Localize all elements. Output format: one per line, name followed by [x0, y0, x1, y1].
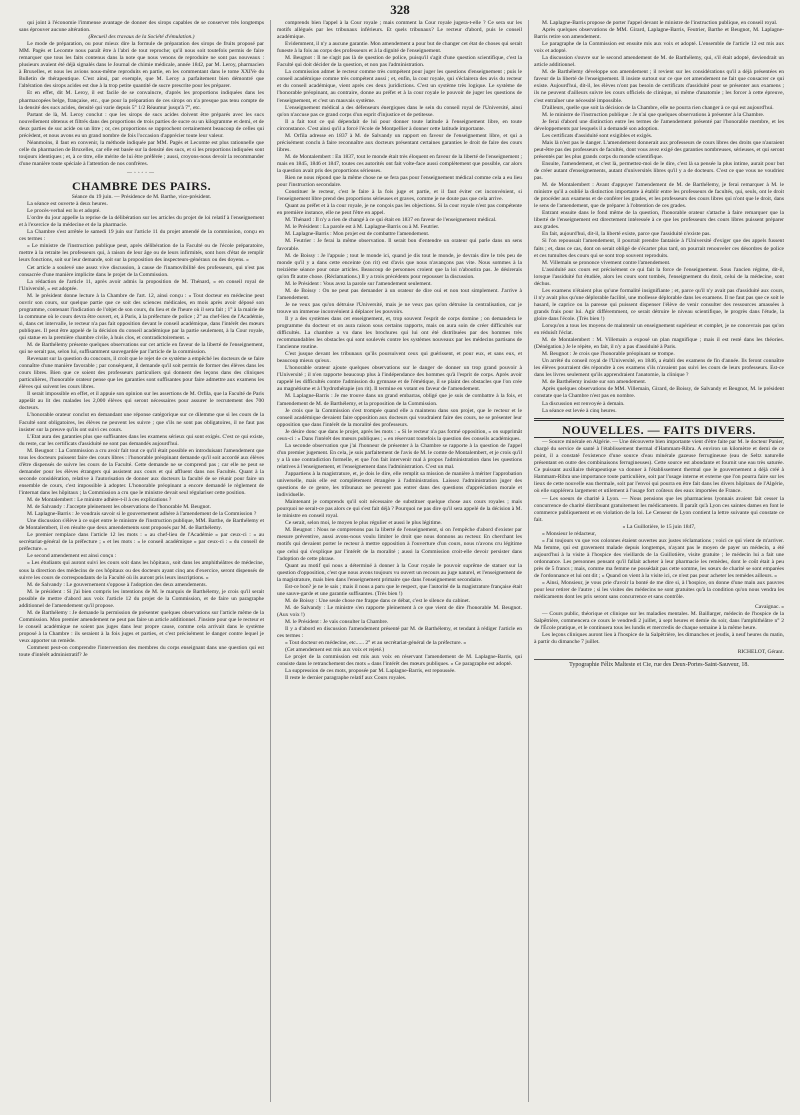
paragraph: Il a fait tout ce qui dépendait de lui pour donner toute latitude à l'enseignement libre, en toute circonstance. C'est ainsi qu'il a forcé l'école de Montpellier à donner cette latitude importante.: [277, 118, 522, 132]
column-middle: [277, 20, 522, 1100]
paragraph: Les certificats d'assiduité sont exigibles et exigés.: [542, 132, 653, 139]
paragraph: M. le Président : Vous avez la parole sur l'amendement seulement.: [285, 280, 432, 287]
paragraph: M. de Montalembert : M. Villemain a exposé un plan magnifique ; mais il est resté dans les théories. (Dénégation.) Je le répète, en fait, il n'y a pas d'assiduité à Paris.: [534, 337, 784, 351]
paragraph: M. Villemain se prononce vivement contre l'amendement.: [542, 259, 671, 266]
paragraph: M. le Président : La parole est à M. Laplagne-Barris ou à M. Feutrier.: [285, 224, 440, 231]
paragraph: Un arrêté du conseil royal de l'Université, en 1846, a établi des examens de fin d'année. Ils feront connaître les élèves pourraient dès répondre à ces examens s'ils n'avaient pas suivi les cours de leurs professeurs. Est-ce dans les livres seulement qu'ils apprendraient l'anatomie, la clinique ?: [534, 358, 784, 379]
section-title: CHAMBRE DES PAIRS.: [71, 179, 212, 194]
paragraph: Partant de là, M. Leroy conclut : que les sirops de sucs acides doivent être préparés avec les sucs nouvellement obtenus et filtrés dans des proportions de trois parties de sucre ou un kilogramme et demi, et de deux parties de suc acide ou un litre ; or, ces proportions se rapprochent certainement beaucoup de celles qui précèdent, et nous avons eu un grand nombre de fois l'occasion d'apprécier toute leur valeur.: [19, 111, 264, 139]
column-left: [19, 20, 264, 1100]
paragraph: M. de Montalembert : En 1837, tout le monde était très éloquent en faveur de la liberté de l'enseignement ; mais en 1845, 1846 et 1847, toutes ces autorités ont fait volte-face aussi complètement que possible, car alors la question avait pris des proportions sérieuses.: [277, 153, 522, 174]
paragraph: Je ne veux pas qu'on détruise l'Université, mais je ne veux pas qu'on détruise la centralisation, car je trouve un immense inconvénient à déplacer les pouvoirs.: [277, 301, 522, 315]
paragraph: comprends bien l'appel à la Cour royale ; mais comment la Cour royale jugera-t-elle ? Ce sera sur les motifs allégués par les tribunaux inférieurs. Et quels tribunaux? Le recteur d'abord, puis le conseil académique.: [277, 20, 522, 41]
paragraph: M. Beugnot : Je crois que l'honorable préopinant se trompe.: [542, 351, 675, 358]
paragraph: M. Laplagne-Barris : Je me trouve dans un grand embarras, obligé que je suis de combattre à la fois, et l'amendement de M. de Barthélemy, et la proposition de la Commission.: [277, 393, 522, 407]
paragraph: Mais là n'est pas le danger. L'amendement donnerait aux professeurs de cours libres des droits que n'auraient peut-être pas des professeurs de facultés, dont vous avez exigé des garanties nombreuses, sérieuses, et qui seront présentés par les plus grands corps du monde scientifique.: [534, 139, 784, 160]
paragraph: M. le ministre de l'instruction publique : Je n'ai que quelques observations à présenter à la Chambre.: [542, 111, 765, 118]
paragraph: « Le ministre de l'instruction publique peut, après délibération de la Faculté ou de l'école préparatoire, mettre à la retraite les professeurs qui, à raison de leur âge ou de leurs infirmités, sont hors d'état de remplir leurs fonctions, soit sur leur demande, soit sur la proposition des inspecteurs-généraux ou des doyens. »: [19, 243, 264, 264]
letter-signature: Cavaignac. »: [755, 604, 784, 611]
letter-body: « Ainsi, Monsieur, je vous prie d'avoir la bonté de me dire si, à l'hospice, on donne d'une main aux pauvres pour leur retirer de l'autre ; si les visites des médecins ne sont gratuites qu'à la condition qu'on nous vendra les médicaments dont les prix seront sans concurrence et sans contrôle.: [534, 580, 784, 601]
paragraph: Je crois que la Commission s'est trompée quand elle a maintenu dans son projet, que le recteur et le conseil académique devaient faire opposition aux docteurs qui voudraient faire des cours, ne se présenter leur opposition que dans l'intérêt de la moralité des professeurs.: [277, 407, 522, 428]
paragraph: L'ordre du jour appelle la reprise de la délibération sur les articles du projet de loi relatif à l'enseignement et à l'exercice de la médecine et de la pharmacie.: [19, 215, 264, 229]
paragraph: D'ailleurs, quelle que soit la décision de la Chambre, elle ne pourra rien changer à ce qui est aujourd'hui.: [542, 104, 774, 111]
paragraph: M. le président : Si j'ai bien compris les intentions de M. le marquis de Barthélemy, je crois qu'il serait possible de mettre d'abord aux voix l'article 12 du projet de la Commission, et de faire un paragraphe additionnel de l'amendement qu'il propose.: [19, 588, 264, 609]
paragraph: La seconde observation que j'ai l'honneur de présenter à la Chambre se rapporte à la question de l'appel d'un premier jugement. En cela, je suis parfaitement de l'avis de M. le comte de Montalembert, et je crois qu'il y a là une contradiction formelle, et que l'on fait intervenir mal à propos l'administration dans les questions relatives à l'enseignement, et l'enseignement dans l'administration. C'est un mal.: [277, 442, 522, 470]
paragraph: L'assiduité aux cours est précisément ce qui fait la force de l'enseignement. Sous l'ancien régime, dit-il, lorsque l'assiduité fut étudiée, alors les cours sont tombés, l'enseignement du droit, celui de la médecine, sont déchus.: [534, 266, 784, 287]
paragraph: Il y a des systèmes dans cet enseignement, et, trop souvent l'esprit de corps domine ; on demandera le programme du docteur et on aura raison sous certains rapports, mais on aura soin de créer difficultés sur difficultés. La chambre a vu dans les brochures qui lui ont été distribuées par des hommes très recommandables les obstacles qui sont soulevés contre les systèmes nouveaux par les médecins partisans de l'ancienne routine.: [277, 315, 522, 351]
paragraph: Le projet de la commission est mis aux voix en réservant l'amendement de M. Laplagne-Barris, qui consiste dans le retranchement des mots « dans l'intérêt des mœurs publiques. » Ce paragraphe est adopté.: [277, 654, 522, 668]
paragraph: Si l'on repoussait l'amendement, il pourrait prendre fantaisie à l'Université d'exiger que des appels fussent faits ; et, dans ce cas, dont on serait obligé de s'écarter plus tard, on pourrait renouveler ces désordres de police et ces tumultes des cours qui se sont trop souvent reproduits.: [534, 238, 784, 259]
paragraph: M. Laplagne-Barris propose de porter l'appel devant le ministre de l'instruction publique, en conseil royal.: [542, 20, 778, 26]
paragraph: M. Beugnot : La Commission a cru avoir fait tout ce qu'il était possible en introduisant l'amendement que tous les docteurs puissent faire des cours libres : l'honorable préopinant demande qu'il soit accordé aux élèves d'être dispensés de suivre les cours de la Faculté. Cette demande ne se comprend pas ; car elle ne peut se demander pour les élèves étrangers qui assistent aux cours et qui affluent dans nos Facultés. Quant à la seconde considération, relative à l'autorisation de donner aux docteurs la faculté de se réunir pour faire un ensemble de cours, c'est impossible à adopter. L'honorable préopinant a encore demandé le règlement de l'internat dans les hôpitaux ; la Commission a cru que le ministre devait seul régulariser cette position.: [19, 447, 264, 496]
paragraph: Le mode de préparation, ou pour mieux dire la formule de préparation des sirops de fruits proposé par MM. Pagès et Lecomte nous paraît être à l'abri de tout reproche; qu'il nous soit toutefois permis de faire remarquer que tous les faits contenus dans la note que nous venons de reproduire ne sont pas nouveaux : plusieurs avaient été déjà signalés dans le Journal de chimie médicale, année 1842, par M. Leroy, pharmacien à Bruxelles, et nous les avions nous-même reproduits en partie, en les commentant dans le tome XXIVe du Bulletin de thérapeutique. C'est ainsi, par exemple, que M. Leroy a parfaitement bien démontré que l'altération des sirops acides est due à la trop petite quantité de sucre prescrite pour les préparer.: [19, 41, 264, 90]
paragraph: M. de Barthélemy insiste sur son amendement.: [542, 379, 647, 386]
news-section-title: NOUVELLES. — FAITS DIVERS.: [534, 424, 784, 438]
paragraph: Cet article a soulevé une assez vive discussion, à cause de l'inamovibilité des professeurs, qui n'est pas consacrée d'une manière implicite dans le projet de la Commission.: [19, 264, 264, 278]
paragraph: Il y a d'abord en discussion l'amendement présenté par M. de Barthélemy, et tendant à rédiger l'article en ces termes :: [277, 626, 522, 640]
page-number: 328: [390, 2, 410, 17]
paragraph: La rédaction de l'article 11, après avoir admis la proposition de M. Thénard, « en conseil royal de l'Université, » est adoptée.: [19, 278, 264, 292]
paragraph: M. de Barthélemy présente quelques observations sur cet article en faveur de la liberté de l'enseignement, qui ne serait pas, selon lui, suffisamment sauvegardée par l'article de la commission.: [19, 342, 264, 356]
paragraph: Est-ce bon? je ne le sais ; mais il nous a paru que le respect, que l'autorité de la magistrature française était une sauve-garde et une garantie suffisantes. (Très bien !): [277, 583, 522, 597]
paragraph: M. de Salvandy : J'accepte pleinement les observations de l'honorable M. Beugnot.: [27, 504, 212, 511]
paragraph: M. Beugnot : Il ne s'agit pas là de question de police, puisqu'il s'agit d'une question scientifique, c'est la Faculté qui doit décider de la question, et non pas l'administration.: [277, 55, 522, 69]
paragraph: M. de Salvandy : Le ministre s'en rapporte pleinement à ce que vient de dire l'honorable M. Beugnot. (Aux voix !): [277, 604, 522, 618]
ornament-divider: —◦◦◦◦—: [126, 170, 157, 176]
paragraph: Lorsqu'on a tous les moyens de maintenir un enseignement supérieur et complet, je ne concevrais pas qu'on en réduisît l'éclat.: [534, 323, 784, 337]
column-right: [534, 20, 784, 1100]
paragraph: M. Laplagne-Barris : Je voudrais savoir si le gouvernement adhère à l'amendement de la Commission ?: [27, 511, 257, 518]
paragraph: Les examens n'étaient plus qu'une formalité insignifiante ; et, parce qu'il n'y avait pas d'assiduité aux cours, il n'y avait plus qu'une déplorable facilité, une mollesse déplorable dans les examens. Il ne faut pas que ce soit le hasard, le caprice ou la paresse qui puissent dispenser l'élève de venir consulter des ressources amassées à grands frais pour lui. Agir différemment, ce serait détruire le niveau scientifique, le progrès dans l'étude, la gloire dans l'école. (Très bien !): [534, 287, 784, 322]
paragraph: L'honorable orateur ajoute quelques observations sur le danger de donner un trop grand pouvoir à l'Université ; il n'en rapporte beaucoup plus à l'indépendance des hommes qu'à l'esprit de corps. Après avoir rappelé les difficultés contre l'admission du gymnase et de l'émétique, il se plaint des obstacles que l'on crée au magnétisme et à l'hydrothérapie (on rit). Il termine en votant en faveur de l'amendement.: [277, 365, 522, 393]
paragraph: La commission admet le recteur comme très compétent pour juger les questions d'enseignement ; puis le conseil académique comme très compétent aussi ; et, enfin, la cour royale, qui s'éclairera des avis du recteur et du conseil académique, vient après ces deux juridictions. C'est un système très logique. Le système de l'honorable préopinant, au contraire, donne au préfet et à la cour royale le pouvoir de juger les questions de l'enseignement, et c'est un mauvais système.: [277, 69, 522, 104]
paragraph: C'est jusque devant les tribunaux qu'ils poursuivent ceux qui guérissent, et pour eux, et sans eux, et beaucoup mieux qu'eux.: [277, 351, 522, 365]
paragraph: M. Thénard : Il n'y a rien de changé à ce qui était en 1837 en faveur de l'enseignement médical.: [285, 217, 497, 224]
column-rule: [270, 20, 271, 1102]
paragraph: M. de Barthélemy : Je demande la permission de présenter quelques observations sur l'article même de la Commission. Mon premier amendement ne peut pas faire un article additionnel. J'insiste pour que le recteur et le conseil académique ne soient pas juges dans leur propre cause, comme cela arrivait dans le système proposé à la Chambre : ils seraient à la fois juges et parties, et c'est précisément le danger contre lequel je veux apporter un remède.: [19, 609, 264, 644]
paragraph: Ensuite, l'amendement, et c'est là, permettez-moi de le dire, c'est là sa pensée la plus intime, aurait pour but de créer autant d'enseignements, autant d'universités libres qu'il y a de docteurs. C'est ce que vous ne voudriez pas.: [534, 160, 784, 182]
paragraph: Il reste le dernier paragraphe relatif aux Cours royales.: [285, 675, 407, 682]
paragraph: M. de Salvandy : Le gouvernement s'oppose à l'adoption des deux amendements.: [27, 581, 207, 588]
paragraph: M. de Barthélemy développe son amendement ; il revient sur les considérations qu'il a déjà présentées en faveur de la liberté de l'enseignement. Il insiste surtout sur ce que cet amendement ne fait que consacrer ce qui existe. Aujourd'hui, dit-il, les élèves n'ont pas besoin de certificats d'assiduité pour se présenter aux examens ; ils ne peuvent d'ailleurs suivre les cours officiels de clinique, ni même d'anatomie ; les forcer à cette épreuve, c'est entraîner une nécessité impossible.: [534, 69, 784, 104]
paragraph: Je désire donc que dans le projet, après les mots : « Si le recteur n'a pas formé opposition, » on supprimât ceux-ci : « Dans l'intérêt des mœurs publiques ; » en réservant toutefois la question des conseils académiques.: [277, 428, 522, 442]
paragraph: L'honorable orateur conclut en demandant une réponse catégorique sur ce dilemme que si les cours de la Faculté sont obligatoires, les élèves ne peuvent les suivre ; que s'ils ne sont pas obligatoires, il ne faut pas insister sur la preuve qu'ils ont suivi ces cours.: [19, 412, 264, 433]
paragraph: Maintenant je comprends qu'il soit nécessaire de substituer quelque chose aux cours royales ; mais pourquoi ne serait-ce pas alors ce qui s'est fait déjà ? Pourquoi ne pas dire qu'il sera appelé de la décision à M. le ministre en conseil royal.: [277, 499, 522, 520]
news-item: — Les soeurs de charité à Lyon. — Nous pensions que les pharmaciens lyonnais avaient fait cesser la concurrence de charité distribuant gratuitement les médicaments. Il paraît qu'à Lyon ces saintes dames en font le commerce publiquement et en violation de la loi. Le Censeur de Lyon contient la lettre suivante qui constate ce fait.: [534, 495, 784, 523]
paragraph: La suppression de ces mots, proposée par M. Laplagne-Barris, est repoussée.: [285, 668, 456, 675]
paragraph: Rien ne nous répond que la même chose ne se fera pas pour l'enseignement médical comme cela a eu lieu pour l'instruction secondaire.: [277, 175, 522, 189]
paragraph: Une discussion s'élève à ce sujet entre le ministre de l'instruction publique, MM. Barthe, de Barthélemy et de Montalembert, il en résulte que deux amendements sont proposés par M. de Barthélemy.: [19, 518, 264, 532]
paragraph: Le second amendement est ainsi conçu :: [27, 553, 117, 560]
letter-date: « La Guillotière, le 15 juin 1847,: [622, 523, 696, 530]
paragraph: M. le président donne lecture à la Chambre de l'art. 12, ainsi conçu : « Tout docteur en médecine peut ouvrir son cours, sur quelque partie que ce soit des sciences médicales, en mois après avoir déposé son programme, contenant l'indication de l'objet de son cours, du lieu et de l'heure où il sera fait ; 1° à la mairie de la commune où le cours devra être ouvert, et, à Paris, à la préfecture de police ; 2° au chef-lieu de l'Académie, si, dans cet intervalle, le recteur n'a pas fait opposition devant le conseil académique, dans l'intérêt des mœurs publiques. Il peut être appelé de la décision du conseil académique par la partie seulement, à la Cour royale, qui statue en la première chambre civile, à huis clos, et contradictoirement. »: [19, 292, 264, 341]
column-rule: [528, 20, 529, 1102]
paragraph: La séance est ouverte à deux heures.: [27, 201, 108, 208]
paragraph: Quant au préfet et à la cour royale, je ne conçois pas les objections. Si la cour royale n'est pas compétente en première instance, elle ne peut l'être en appel.: [277, 203, 522, 217]
paragraph: Néanmoins, il faut en convenir, la méthode indiquée par MM. Pagès et Lecomte est plus rationnelle que celle du pharmacien de Bruxelles, car elle est basée sur la densité des sucs, et si les proportions indiquées sont toujours identiques ; et, à ce titre, elle mérite de lui être préférée ; aussi, croyons-nous devoir la recommander d'une manière toute spéciale à l'attention de nos confrères.: [19, 139, 264, 167]
paragraph: En fait, aujourd'hui, dit-il, la liberté existe, parce que l'assiduité n'existe pas.: [542, 231, 711, 238]
paragraph: M. Beugnot : Nous ne comprenons pas la liberté de l'enseignement, si on l'empêche d'abord d'exister par mesure préventive, aussi avons-nous voulu limiter le droit que nous donnons au recteur. En cherchant les motifs qui devaient porter le recteur à mettre opposition à l'ouverture d'un cours, nous n'avons cru légitime que celui qui s'explique par l'intérêt de la moralité ; aussi la Commission croit-elle devoir persister dans l'adoption de cette phrase.: [277, 527, 522, 562]
paragraph: M. Laplagne-Barris : Mon projet est de combattre l'amendement.: [285, 231, 430, 238]
letter-body: « J'ai toujours vu que vos colonnes étaient ouvertes aux justes réclamations ; voici ce qui vient de m'arriver. Ma femme, qui est gravement malade depuis longtemps, n'ayant pas le moyen de payer un médecin, a été aujourd'hui à la visite à l'hospice des vieillards de la Guillotière, visite gratuite ; le médecin lui a fait une ordonnance. Les personnes pensant qu'il fallait acheter à leur pharmacie les remèdes, dont le coût était à peu près de 5 francs ; mais, comme ma femme ne possédait pas cette somme, les sœurs de charité se sont emparées de l'ordonnance et lui ont dit ; « Quand on vient à la visite ici, ce n'est pas pour acheter les remèdes ailleurs. »: [534, 537, 784, 580]
paragraph: L'enseignement médical a des défenseurs énergiques dans le sein du conseil royal de l'Université, ainsi qu'on n'accuse pas ce grand corps d'un esprit d'injustice et de petitesse.: [277, 104, 522, 118]
paragraph: Il serait impossible en effet, et il appuie son opinion sur les assertions de M. Orfila, que la Faculté de Paris appelât au lit des malades les 2,000 élèves qui seront nécessaires pour assurer le recrutement des 700 docteurs.: [19, 391, 264, 412]
paragraph: Comment peut-on comprendre l'intervention des membres du corps enseignant dans une question qui est toute d'intérêt administratif? Je: [19, 645, 264, 659]
paragraph: Quant au motif qui nous a déterminé à donner à la Cour royale le pouvoir suprême de statuer sur la question d'opposition, c'est que nous avons toujours vu ouvert un recours au juge naturel, et l'enseignement de la magistrature, mais bien dans l'enseignement primaire que dans l'enseignement secondaire.: [277, 562, 522, 583]
paragraph: M. Feutrier : Je ferai la même observation. Il serait bon d'entendre un orateur qui parle dans un sens favorable.: [277, 238, 522, 252]
paragraph: Et en effet, dit M. Leroy, il est facile de se convaincre, d'après les proportions indiquées dans les pharmacopées belge, française, etc., que pour la préparation de ces sirops on n'a presque pas tenu compte de la densité des sucs acides, densité qui varie depuis 5° 1/2 Réaumur jusqu'à 7°, etc.: [19, 90, 264, 111]
paragraph: La discussion s'ouvre sur le second amendement de M. de Barthélemy, qui, s'il était adopté, deviendrait un article additionnel.: [534, 55, 784, 69]
paragraph: La Chambre s'est arrêtée le samedi 19 juin sur l'article 11 du projet amendé de la commission, conçu en ces termes :: [19, 229, 264, 243]
paragraph: (Cet amendement est mis aux voix et rejeté.): [285, 647, 385, 654]
paragraph: M. de Montalembert : Le ministre adhère-t-il à ces explications ?: [27, 497, 172, 504]
paragraph: Après quelques observations de MM. Girard, Laplagne-Barris, Feutrier, Barthe et Beugnot, M. Laplagne-Barris retire son amendement.: [534, 27, 784, 41]
paragraph: La discussion est renvoyée à demain.: [542, 400, 625, 407]
news-item: Les leçons cliniques auront lieu à l'hospice de la Salpêtrière, les dimanches et jeudis, à neuf heures du matin, à partir du dimanche 7 juillet.: [534, 632, 784, 646]
paragraph: Entrant ensuite dans le fond même de la question, l'honorable orateur s'attache à faire remarquer que la liberté de l'enseignement est directement intéressée à ce que les professeurs des cours libres puissent préparer aux grades.: [534, 210, 784, 231]
paragraph: « Tout docteur en médecine, etc...... 2° et au secrétariat-général de la préfecture. »: [285, 640, 467, 647]
paragraph: M. de Boissy : Je l'appuie ; tout le monde ici, quand je dis tout le monde, je devrais dire le très peu de monde qu'il y a dans cette enceinte (on rit) est d'avis que nous n'avançons pas vite. Nous sommes à la treizième séance pour onze articles. Beaucoup de personnes croient que la loi n'aboutira pas. Je désirerais qu'on fît autre chose. (Réclamations.) Il y a trois précédents pour repousser la discussion.: [277, 252, 522, 280]
paragraph: « Les étudiants qui auront suivi les cours soit dans les hôpitaux, soit dans les amphithéâtres de médecine, sous la direction des médecins de ces hôpitaux ou des docteurs ayant cinq ans d'exercice, seront dispensés de suivre les cours de correspondants de la Faculté où ils auront pris leurs inscriptions. »: [19, 560, 264, 581]
paragraph: Le procès-verbal est lu et adopté.: [27, 208, 101, 215]
session-line: Séance du 19 juin. — Présidence de M. Barthe, vice-président.: [71, 194, 212, 201]
paragraph: La séance est levée à cinq heures.: [542, 407, 617, 414]
paragraph: Le paragraphe de la Commission est ensuite mis aux voix et adopté. L'ensemble de l'article 12 est mis aux voix et adopté.: [534, 41, 784, 55]
paragraph: Je ferai d'abord une distinction entre les termes de l'amendement présenté par l'honorable membre, et les développements par lesquels il a demandé son adoption.: [534, 118, 784, 132]
printer-line: Typographie Félix Malteste et Cie, rue des Deux-Portes-Saint-Sauveur, 18.: [569, 661, 749, 668]
paragraph: L'Etat aura des garanties plus que suffisantes dans les examens sérieux qui sont exigés. C'est ce qui existe, du reste, car les certificats d'assiduité ne sont pas demandés aujourd'hui.: [19, 433, 264, 447]
news-item: — Source minérale en Algérie. — Une découverte bien importante vient d'être faite par M. le docteur Panier, chargé du service de santé à l'établissement thermal d'Hammam-Ribra. A environ un kilomètre et demi de ce point, il a constaté l'existence d'une source d'eau minérale gazeuse ferrugineuse (eau de Seltz naturelle présentant en outre des combinaisons ferrugineuses). Cette source est abondante et fournit une eau très saturée. Ce puissant auxiliaire thérapeutique va donner à l'établissement thermal que le gouvernement a déjà créé à Hammam-Ribra une importance toute particulière, soit par l'usage interne et externe que l'on pourra faire sur les lieux de cette nouvelle eau thermale, soit par l'envoi qui pourra en être fait dans les divers hôpitaux de l'Algérie, où elle supplérera largement et utilement à l'usage fort coûteux des eaux importées de France.: [534, 439, 784, 495]
double-rule: [534, 418, 784, 422]
paragraph: Le premier remplace dans l'article 12 les mots : « au chef-lieu de l'Académie » par ceux-ci : « au secrétariat-général de la préfecture ; » et les mots : « le conseil académique » par ceux-ci : « du conseil de préfecture. »: [19, 532, 264, 553]
paragraph: M. le Président : Je vais consulter la Chambre.: [285, 618, 389, 625]
editor-signature: RICHELOT, Gérant.: [737, 649, 784, 656]
paragraph: Ce serait, selon moi, le moyen le plus régulier et aussi le plus légitime.: [285, 520, 442, 527]
citation: (Recueil des travaux de la Société d'émulation.): [88, 34, 195, 41]
paragraph: Revenant sur la question du concours, il croit que le rejet de ce système a empêché les docteurs de se faire connaître d'une manière favorable ; par conséquent, il demande qu'il soit permis de former des élèves dans les cours libres. Bien que ce soient des professeurs particuliers qui donnent des leçons dans des cliniques particulières, l'honorable orateur pense que les garanties sont suffisantes pour faire admettre aux examens les élèves qui suivent les cours libres.: [19, 356, 264, 391]
paragraph: J'appartiens à la magistrature, et, je dois le dire, elle remplit sa mission de manière à mériter l'approbation universelle, mais elle est complètement étrangère à l'administration. Laissez l'administration juger des questions de ce genre, les tribunaux ne peuvent pas entrer dans des questions d'appréciation morale et individuelle.: [277, 471, 522, 499]
paragraph: Constituer le recteur, c'est le faire à la fois juge et partie, et il faut éviter cet inconvénient, si l'enseignement libre prend des proportions sérieuses et graves, comme je ne doute pas que cela arrive.: [277, 189, 522, 203]
paragraph: Après quelques observations de MM. Villemain, Girard, de Boissy, de Salvandy et Beugnot, M. le président constate que la Chambre n'est pas en nombre.: [534, 386, 784, 400]
paragraph: M. de Boissy : Une seule chose me frappe dans ce débat, c'est le silence du cabinet.: [285, 597, 471, 604]
paragraph: qui joint à l'économie l'immense avantage de donner des sirops capables de se conserver très longtemps sans éprouver aucune altération.: [19, 20, 264, 34]
divider: [534, 659, 784, 660]
paragraph: M. Orfila adresse en 1837 à M. de Salvandy un rapport en faveur de l'enseignement libre, et qui a précisément conclu à faire reconnaître aux docteurs présentant certaines garanties le droit de faire des cours libres.: [277, 132, 522, 153]
paragraph: M. de Montalembert : Avant d'appuyer l'amendement de M. de Barthélemy, je ferai remarquer à M. le ministre qu'il a oublié la distinction importante à établir entre les professeurs de facultés, qui, seuls, ont le droit de procéder aux examens et de conférer les grades, et les professeurs des cours libres qui n'ont que le droit, dans le sens de l'amendement, que de préparer à l'obtention de ces grades.: [534, 182, 784, 210]
news-item: — Cours public, théorique et clinique sur les maladies mentales. M. Baillarger, médecin de l'hospice de la Salpêtrière, commencera ce cours le vendredi 2 juillet, à sept heures et demie du soir, dans l'amphithéâtre n° 2 de l'École pratique, et le continuera tous les lundis et mercredis de chaque semaine à la même heure.: [534, 611, 784, 632]
paragraph: M. de Boissy : On ne peut pas demander à un orateur de dire oui et non tout simplement. J'arrive à l'amendement.: [277, 287, 522, 301]
paragraph: Evidemment, il n'y a aucune garantie. Mon amendement a pour but de changer cet état de choses qui serait funeste à la fois au corps des professeurs et à la dignité de l'enseignement.: [277, 41, 522, 55]
letter-salutation: « Monsieur le rédacteur,: [542, 530, 596, 537]
